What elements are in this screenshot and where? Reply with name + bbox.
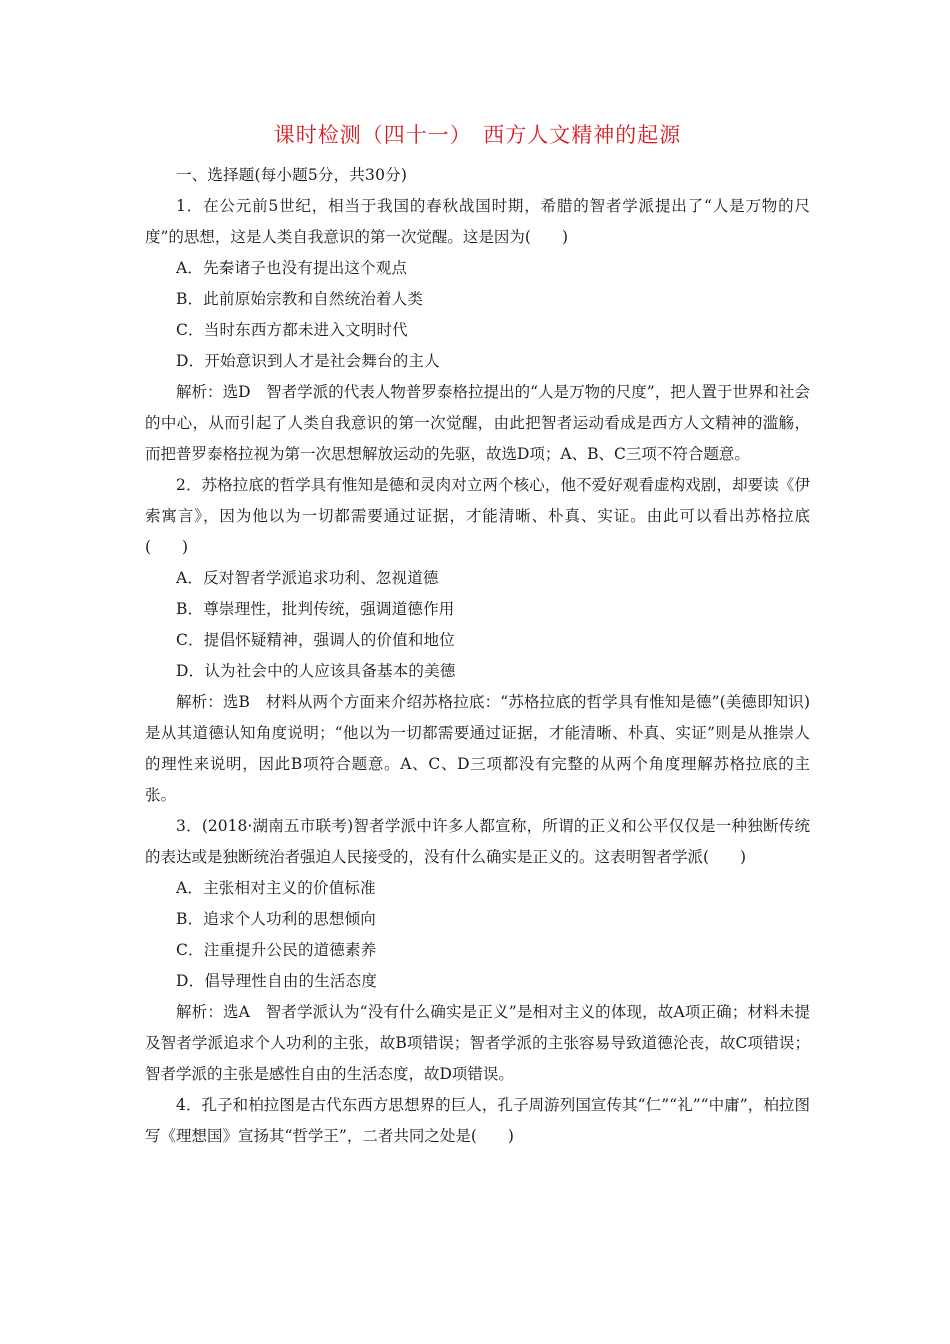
analysis: 解析：选A 智者学派认为“没有什么确实是正义”是相对主义的体现，故A项正确；材料未提及智者学派追求个人功利的主张，故B项错误；智者学派的主张容易导致道德沦丧，故C项错误；智者学派的主张是感性自由的生活态度，故D项错误。 [145,1003,810,1083]
option-c: C．提倡怀疑精神，强调人的价值和地位 [176,631,455,649]
option-d: D．倡导理性自由的生活态度 [176,972,378,990]
option-a: A．主张相对主义的价值标准 [176,879,376,897]
question-1 [145,191,810,470]
document-title: 课时检测（四十一） 西方人文精神的起源 [273,123,682,147]
question-stem: 3．(2018·湖南五市联考)智者学派中许多人都宣称，所谓的正义和公平仅仅是一种独断传统的表达或是独断统治者强迫人民接受的，没有什么确实是正义的。这表明智者学派( ) [145,817,810,866]
option-b: B．追求个人功利的思想倾向 [176,910,376,928]
question-stem: 4．孔子和柏拉图是古代东西方思想界的巨人，孔子周游列国宣传其“仁”“礼”“中庸”，柏拉图写《理想国》宣扬其“哲学王”，二者共同之处是( ) [145,1096,810,1145]
analysis: 解析：选B 材料从两个方面来介绍苏格拉底：“苏格拉底的哲学具有惟知是德”(美德即知识)是从其道德认知角度说明；“他以为一切都需要通过证据，才能清晰、朴真、实证”则是从推崇人的理性来说明，因此B项符合题意。A、C、D三项都没有完整的从两个角度理解苏格拉底的主张。 [145,693,810,804]
option-d: D．认为社会中的人应该具备基本的美德 [176,662,456,680]
option-c: C．注重提升公民的道德素养 [176,941,377,959]
question-stem: 1．在公元前5世纪，相当于我国的春秋战国时期，希腊的智者学派提出了“人是万物的尺度”的思想，这是人类自我意识的第一次觉醒。这是因为( ) [145,197,810,246]
document-page [145,118,810,1152]
option-d: D．开始意识到人才是社会舞台的主人 [176,352,440,370]
question-4 [145,1090,810,1152]
option-c: C．当时东西方都未进入文明时代 [176,321,408,339]
option-b: B．此前原始宗教和自然统治着人类 [176,290,424,308]
option-a: A．反对智者学派追求功利、忽视道德 [176,569,439,587]
question-stem: 2．苏格拉底的哲学具有惟知是德和灵肉对立两个核心，他不爱好观看虚构戏剧，却要读《伊索寓言》，因为他以为一切都需要通过证据，才能清晰、朴真、实证。由此可以看出苏格拉底( ) [145,476,810,556]
question-2 [145,470,810,811]
option-b: B．尊崇理性，批判传统，强调道德作用 [176,600,455,618]
analysis: 解析：选D 智者学派的代表人物普罗泰格拉提出的“人是万物的尺度”，把人置于世界和社会的中心，从而引起了人类自我意识的第一次觉醒，由此把智者运动看成是西方人文精神的滥觞，而把普罗泰格拉视为第一次思想解放运动的先驱，故选D项；A、B、C三项不符合题意。 [145,383,810,463]
section-heading: 一、选择题(每小题5分，共30分) [176,166,408,184]
question-3 [145,811,810,1090]
option-a: A．先秦诸子也没有提出这个观点 [176,259,408,277]
